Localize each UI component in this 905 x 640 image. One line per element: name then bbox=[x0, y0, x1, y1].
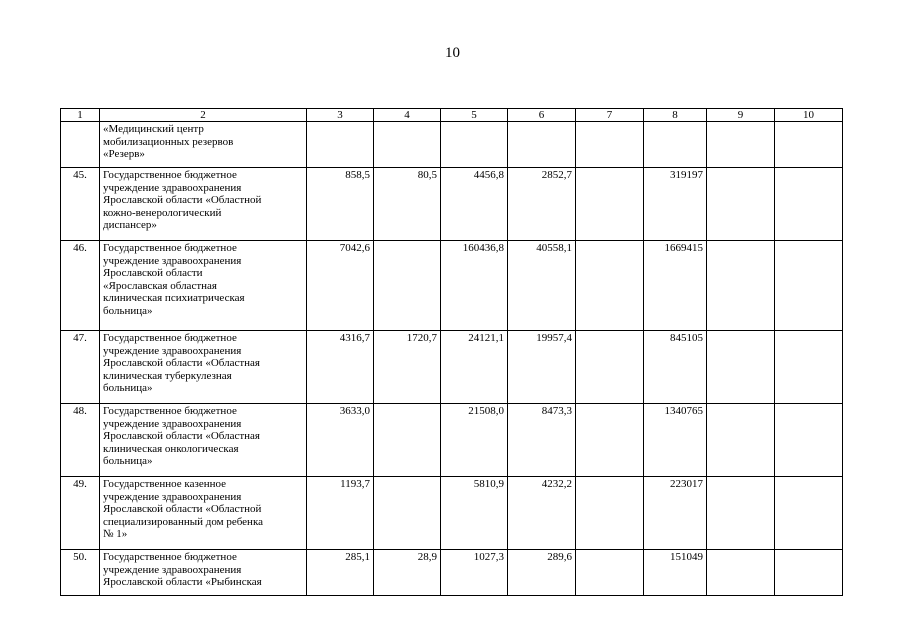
cell-col-5: 4456,8 bbox=[441, 168, 508, 241]
table-row bbox=[61, 122, 843, 168]
cell-col-5 bbox=[441, 122, 508, 168]
cell-col-7 bbox=[576, 404, 644, 477]
cell-col-4: 1720,7 bbox=[374, 331, 441, 404]
cell-col-5: 1027,3 bbox=[441, 550, 508, 596]
cell-col-8: 319197 bbox=[644, 168, 707, 241]
cell-col-3: 858,5 bbox=[307, 168, 374, 241]
cell-col-3 bbox=[307, 122, 374, 168]
row-number: 50. bbox=[61, 550, 100, 596]
table-row bbox=[61, 550, 843, 596]
row-number: 45. bbox=[61, 168, 100, 241]
header-cell: 4 bbox=[374, 109, 441, 122]
cell-col-10 bbox=[775, 241, 843, 331]
cell-col-7 bbox=[576, 550, 644, 596]
cell-col-9 bbox=[707, 168, 775, 241]
cell-col-7 bbox=[576, 331, 644, 404]
row-number: 48. bbox=[61, 404, 100, 477]
institution-name: Государственное бюджетное учреждение здравоохранения Ярославской области «Рыбинская bbox=[100, 550, 307, 596]
header-cell: 1 bbox=[61, 109, 100, 122]
cell-col-9 bbox=[707, 331, 775, 404]
header-cell: 9 bbox=[707, 109, 775, 122]
cell-col-10 bbox=[775, 168, 843, 241]
cell-col-6 bbox=[508, 122, 576, 168]
cell-col-8: 1669415 bbox=[644, 241, 707, 331]
cell-col-7 bbox=[576, 241, 644, 331]
cell-col-5: 160436,8 bbox=[441, 241, 508, 331]
cell-col-3: 1193,7 bbox=[307, 477, 374, 550]
cell-col-4: 28,9 bbox=[374, 550, 441, 596]
page-number: 10 bbox=[445, 45, 460, 61]
cell-col-3: 4316,7 bbox=[307, 331, 374, 404]
table-row bbox=[61, 168, 843, 241]
header-cell: 6 bbox=[508, 109, 576, 122]
header-cell: 2 bbox=[100, 109, 307, 122]
cell-col-9 bbox=[707, 122, 775, 168]
data-table bbox=[60, 108, 843, 596]
table-header-row bbox=[61, 109, 843, 122]
header-cell: 5 bbox=[441, 109, 508, 122]
cell-col-10 bbox=[775, 550, 843, 596]
cell-col-8 bbox=[644, 122, 707, 168]
institution-name: Государственное бюджетное учреждение здравоохранения Ярославской области «Областной кожно-венерологический диспансер» bbox=[100, 168, 307, 241]
cell-col-6: 8473,3 bbox=[508, 404, 576, 477]
cell-col-5: 24121,1 bbox=[441, 331, 508, 404]
cell-col-10 bbox=[775, 404, 843, 477]
cell-col-8: 845105 bbox=[644, 331, 707, 404]
cell-col-6: 19957,4 bbox=[508, 331, 576, 404]
table-row bbox=[61, 477, 843, 550]
cell-col-3: 7042,6 bbox=[307, 241, 374, 331]
institution-name: Государственное бюджетное учреждение здравоохранения Ярославской области «Областная клиническая онкологическая больница» bbox=[100, 404, 307, 477]
row-number: 47. bbox=[61, 331, 100, 404]
cell-col-6: 4232,2 bbox=[508, 477, 576, 550]
cell-col-9 bbox=[707, 550, 775, 596]
cell-col-5: 5810,9 bbox=[441, 477, 508, 550]
table-row bbox=[61, 241, 843, 331]
table-row bbox=[61, 331, 843, 404]
cell-col-6: 2852,7 bbox=[508, 168, 576, 241]
cell-col-10 bbox=[775, 331, 843, 404]
institution-name: Государственное бюджетное учреждение здравоохранения Ярославской области «Ярославская областная клиническая психиатрическая больница» bbox=[100, 241, 307, 331]
header-cell: 10 bbox=[775, 109, 843, 122]
cell-col-5: 21508,0 bbox=[441, 404, 508, 477]
row-number: 49. bbox=[61, 477, 100, 550]
institution-name: «Медицинский центр мобилизационных резервов «Резерв» bbox=[100, 122, 307, 168]
header-cell: 8 bbox=[644, 109, 707, 122]
cell-col-7 bbox=[576, 477, 644, 550]
header-cell: 3 bbox=[307, 109, 374, 122]
row-number bbox=[61, 122, 100, 168]
cell-col-10 bbox=[775, 477, 843, 550]
cell-col-7 bbox=[576, 168, 644, 241]
cell-col-3: 285,1 bbox=[307, 550, 374, 596]
cell-col-9 bbox=[707, 241, 775, 331]
cell-col-8: 151049 bbox=[644, 550, 707, 596]
cell-col-9 bbox=[707, 404, 775, 477]
cell-col-8: 223017 bbox=[644, 477, 707, 550]
row-number: 46. bbox=[61, 241, 100, 331]
institution-name: Государственное бюджетное учреждение здравоохранения Ярославской области «Областная клиническая туберкулезная больница» bbox=[100, 331, 307, 404]
cell-col-4: 80,5 bbox=[374, 168, 441, 241]
cell-col-7 bbox=[576, 122, 644, 168]
cell-col-10 bbox=[775, 122, 843, 168]
cell-col-6: 40558,1 bbox=[508, 241, 576, 331]
cell-col-3: 3633,0 bbox=[307, 404, 374, 477]
cell-col-4 bbox=[374, 122, 441, 168]
header-cell: 7 bbox=[576, 109, 644, 122]
cell-col-4 bbox=[374, 404, 441, 477]
cell-col-4 bbox=[374, 477, 441, 550]
cell-col-6: 289,6 bbox=[508, 550, 576, 596]
cell-col-8: 1340765 bbox=[644, 404, 707, 477]
cell-col-4 bbox=[374, 241, 441, 331]
institution-name: Государственное казенное учреждение здравоохранения Ярославской области «Областной специализированный дом ребенка № 1» bbox=[100, 477, 307, 550]
cell-col-9 bbox=[707, 477, 775, 550]
table-row bbox=[61, 404, 843, 477]
